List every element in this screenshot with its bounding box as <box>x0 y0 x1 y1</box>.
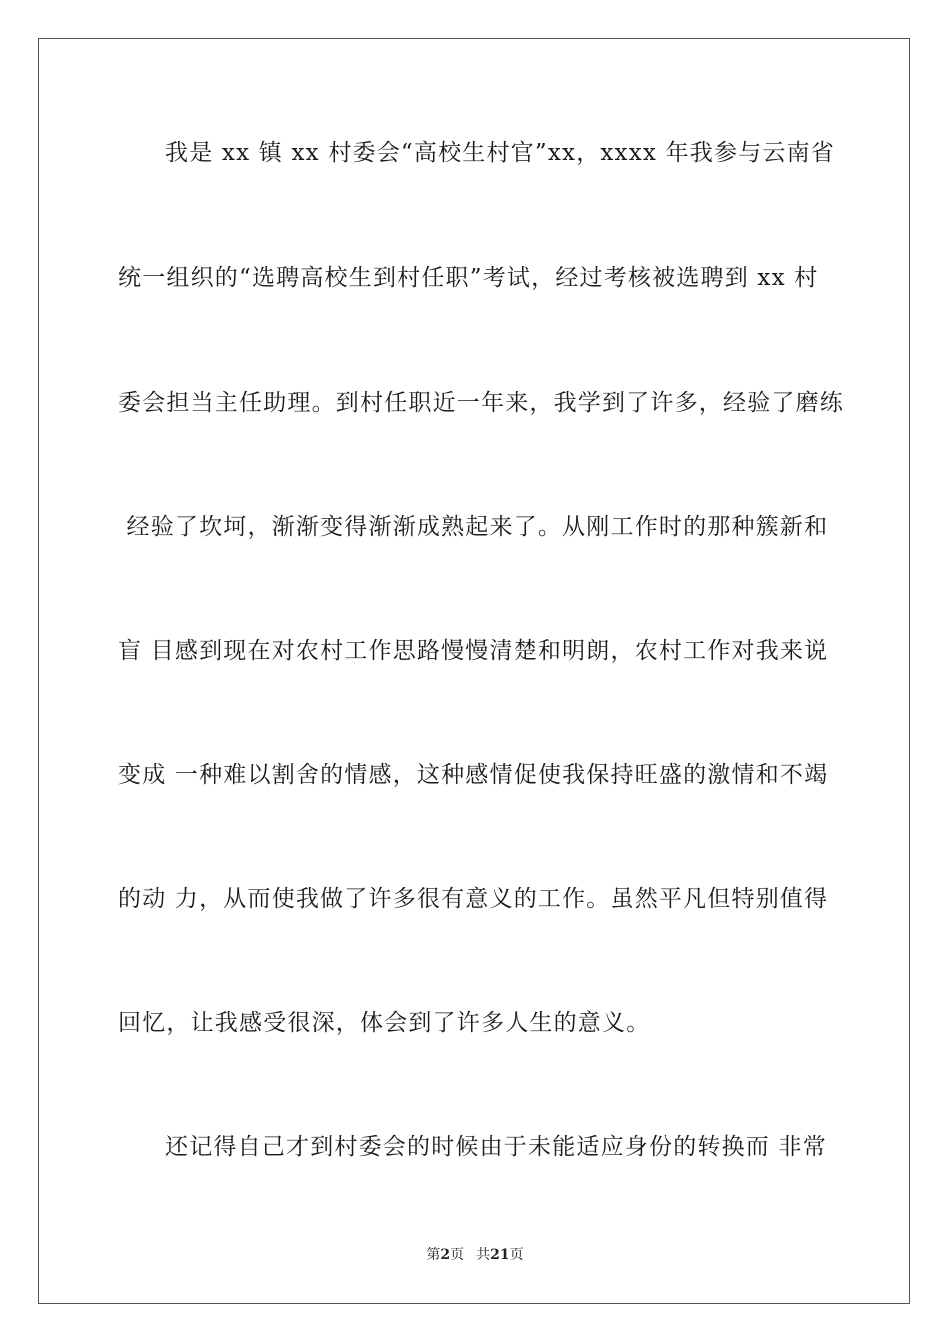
body-text-line-9: 还记得自己才到村委会的时候由于未能适应身份的转换而 非常 <box>165 1134 827 1160</box>
body-text-line-3: 委会担当主任助理。到村任职近一年来，我学到了许多，经验了磨练 <box>118 390 844 416</box>
total-suffix: 页 <box>509 1247 524 1263</box>
page-suffix: 页 <box>450 1247 465 1263</box>
body-text-line-2: 统一组织的“选聘高校生到村任职”考试，经过考核被选聘到 xx 村 <box>118 265 819 291</box>
body-text-line-1: 我是 xx 镇 xx 村委会“高校生村官”xx，xxxx 年我参与云南省 <box>165 140 835 166</box>
page-footer <box>0 1245 950 1265</box>
body-text-line-5: 盲 目感到现在对农村工作思路慢慢清楚和明朗，农村工作对我来说 <box>118 638 829 664</box>
body-text-line-7: 的动 力，从而使我做了许多很有意义的工作。虽然平凡但特别值得 <box>118 886 829 912</box>
total-prefix: 共 <box>476 1247 491 1263</box>
body-text-line-6: 变成 一种难以割舍的情感，这种感情促使我保持旺盛的激情和不竭 <box>118 762 829 788</box>
page-number: 2 <box>440 1247 451 1263</box>
page-border <box>38 38 910 1304</box>
body-text-line-4: 经验了坎坷，渐渐变得渐渐成熟起来了。从刚工作时的那种簇新和 <box>118 514 829 540</box>
body-text-line-8: 回忆，让我感受很深，体会到了许多人生的意义。 <box>118 1010 651 1036</box>
total-pages: 21 <box>490 1247 510 1263</box>
page-prefix: 第 <box>426 1247 441 1263</box>
